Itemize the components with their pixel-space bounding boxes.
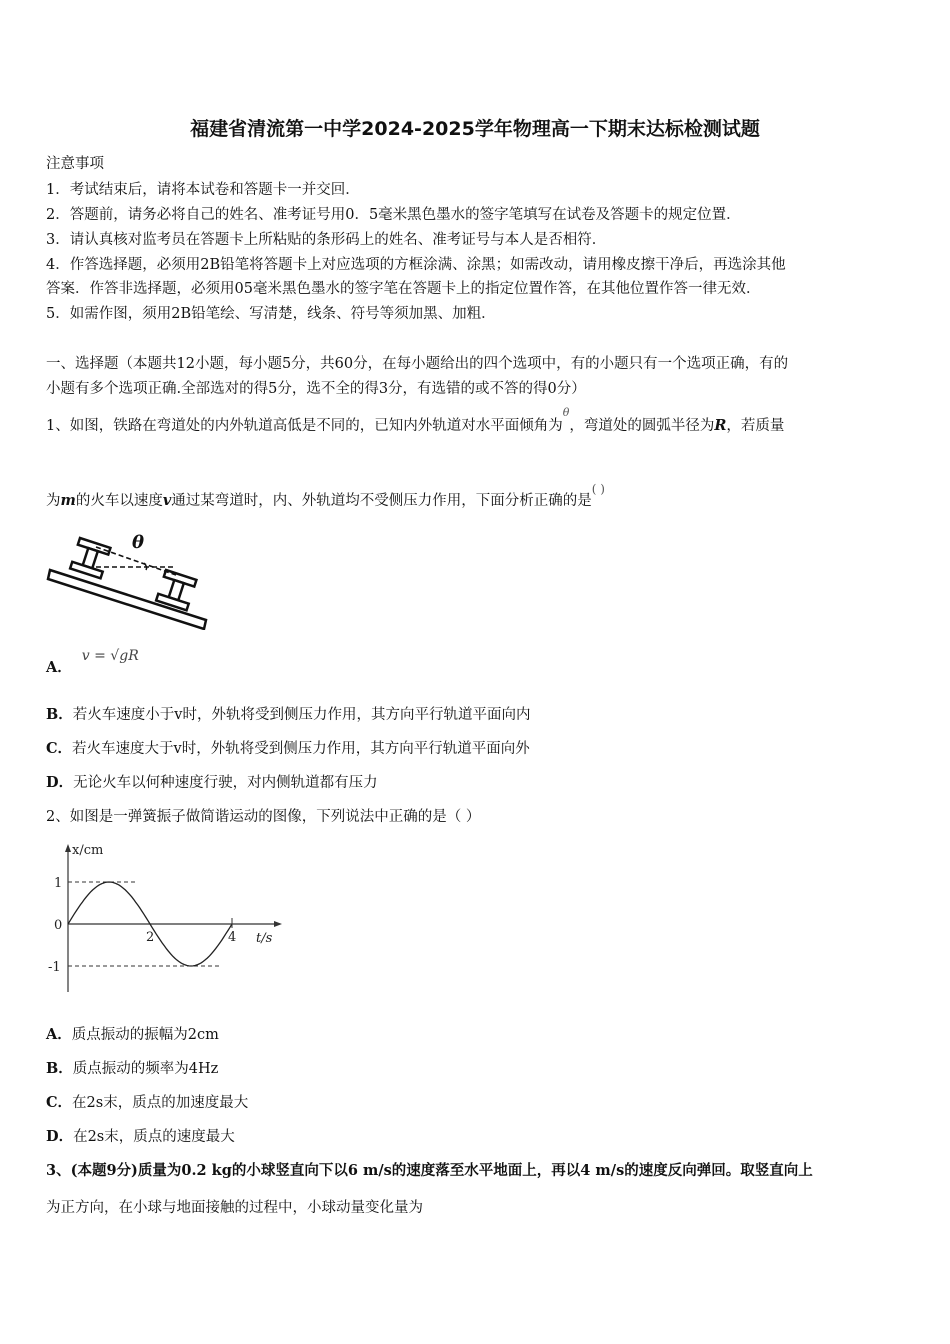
option-key: A． xyxy=(46,1026,72,1043)
answer-paren: ( ) xyxy=(591,482,605,496)
y-axis-label: x/cm xyxy=(72,843,104,858)
outer-rail xyxy=(156,570,196,610)
option-c[interactable] xyxy=(46,737,530,758)
q1-text: ，弯道处的圆弧半径为 xyxy=(569,418,715,434)
option-text: 无论火车以何种速度行驶，对内侧轨道都有压力 xyxy=(73,775,378,791)
notice-item: 3．请认真核对监考员在答题卡上所粘贴的条形码上的姓名、准考证号与本人是否相符． xyxy=(46,232,607,248)
option-text: 在2s末，质点的速度最大 xyxy=(73,1129,235,1145)
option-key: B． xyxy=(46,1060,73,1077)
section-instructions: 一、选择题（本题共12小题，每小题5分，共60分，在每小题给出的四个选项中，有的小题只有一个选项正确，有的 xyxy=(46,356,789,372)
page-title: 福建省清流第一中学2024-2025学年物理高一下期末达标检测试题 xyxy=(190,118,760,140)
q2-option-d[interactable] xyxy=(46,1125,235,1146)
notice-item: 5．如需作图，须用2B铅笔绘、写清楚，线条、符号等须加黑、加粗． xyxy=(46,306,496,322)
option-b[interactable] xyxy=(46,703,530,724)
notice-item: 答案．作答非选择题，必须用05毫米黑色墨水的签字笔在答题卡上的指定位置作答，在其他位置作答一律无效． xyxy=(46,281,761,297)
y-tick-label: 0 xyxy=(54,918,63,933)
shm-chart xyxy=(46,838,286,998)
option-key: B． xyxy=(46,706,73,723)
notice-item: 4．作答选择题，必须用2B铅笔将答题卡上对应选项的方框涂满、涂黑；如需改动，请用橡皮擦干净后，再选涂其他 xyxy=(46,257,786,273)
notice-item: 1．考试结束后，请将本试卷和答题卡一并交回． xyxy=(46,182,360,198)
option-text: 质点振动的振幅为2cm xyxy=(71,1027,219,1043)
x-axis-label: t/s xyxy=(256,931,273,946)
question-3-line2: 为正方向，在小球与地面接触的过程中，小球动量变化量为 xyxy=(46,1200,423,1216)
q2-option-b[interactable] xyxy=(46,1057,218,1078)
option-text: 若火车速度小于v时，外轨将受到侧压力作用，其方向平行轨道平面向内 xyxy=(72,707,531,723)
option-key: C． xyxy=(46,740,73,757)
notice-heading: 注意事项 xyxy=(46,156,104,172)
option-text: 若火车速度大于v时，外轨将受到侧压力作用，其方向平行轨道平面向外 xyxy=(72,741,530,757)
theta-label: θ xyxy=(132,532,145,553)
option-key: A． xyxy=(46,659,72,676)
question-1-line2 xyxy=(46,482,605,510)
notice-item: 2．答题前，请务必将自己的姓名、准考证号用0．5毫米黑色墨水的签字笔填写在试卷及答题卡的规定位置． xyxy=(46,207,741,223)
y-axis-arrow xyxy=(65,844,71,852)
theta-symbol: θ xyxy=(562,406,570,419)
velocity-symbol: v xyxy=(162,492,172,509)
x-tick-label: 2 xyxy=(146,930,155,945)
question-3-line1: 3、(本题9分)质量为0.2 kg的小球竖直向下以6 m/s的速度落至水平地面上，再以4 m/s的速度反向弹回。取竖直向上 xyxy=(46,1162,813,1179)
q1-text: 1、如图，铁路在弯道处的内外轨道高低是不同的，已知内外轨道对水平面倾角为 xyxy=(46,418,563,434)
radius-symbol: R xyxy=(714,417,727,434)
y-tick-label: -1 xyxy=(48,960,61,975)
q1-text: 通过某弯道时，内、外轨道均不受侧压力作用，下面分析正确的是 xyxy=(171,493,592,509)
option-key: C． xyxy=(46,1094,73,1111)
question-1-line1 xyxy=(46,406,785,435)
option-key: D． xyxy=(46,1128,74,1145)
q1-text: 的火车以速度 xyxy=(75,493,163,509)
mass-symbol: m xyxy=(60,492,76,509)
formula-v-sqrt-gr: v = √gR xyxy=(81,648,139,664)
q1-text: 为 xyxy=(46,493,61,509)
section-instructions: 小题有多个选项正确.全部选对的得5分，选不全的得3分，有选错的或不答的得0分） xyxy=(46,381,586,397)
option-a[interactable] xyxy=(46,648,139,677)
option-d[interactable] xyxy=(46,771,378,792)
rail-figure xyxy=(44,530,214,630)
q2-option-c[interactable] xyxy=(46,1091,248,1112)
inner-rail xyxy=(70,538,110,578)
option-key: D． xyxy=(46,774,74,791)
x-tick-label: 4 xyxy=(228,930,237,945)
question-2-stem: 2、如图是一弹簧振子做简谐运动的图像，下列说法中正确的是（ ） xyxy=(46,809,481,825)
q2-option-a[interactable] xyxy=(46,1023,219,1044)
y-tick-label: 1 xyxy=(54,876,63,891)
x-axis-arrow xyxy=(274,921,282,927)
q1-text: ，若质量 xyxy=(726,418,785,434)
option-text: 质点振动的频率为4Hz xyxy=(72,1061,219,1077)
option-text: 在2s末，质点的加速度最大 xyxy=(72,1095,249,1111)
